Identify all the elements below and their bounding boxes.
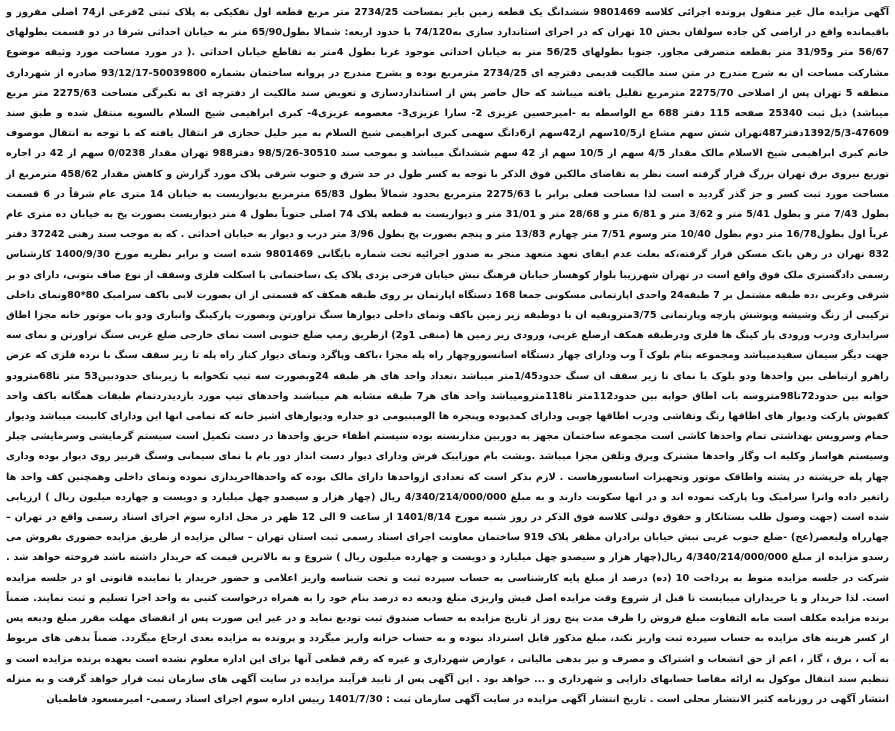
- auction-notice-text: آگهی مزایده مال غیر منقول پرونده اجرائی کلاسه 9801469 ششدانگ یک قطعه زمین بایر بمساحت 2734/25 متر مربع قطعه اول تفکیکی به پلاک ثبتی 2فرعی از74 اصلی مفروز و باقیمانده واقع در اراضی کن جاده سولقان بخش 10 تهران که در اجرای استاندارد سازی به74/120 با حدود اربعه: شمالا بطول65/90 متر به خیابان احداثی شرقا در دو قسمت بطولهای 56/67 متر و31/95 متر بقطعه متصرفی مجاور. جنوبا بطولهای 56/25 متر به خیابان احداثی موجود غربا بطول 4متر به تقاطع خیابان احداثی .( در مورد مساحت مورد وثیقه موضوع مشارکت مساحت ان به شرح مندرج در متن سند مالکیت قدیمی دفترچه ای 2734/25 مترمربع بوده و بشرح مندرج در پروانه ساختمان بشماره 50039800-93/12/17 صادره از شهرداری منطقه 5 تهران پس از اصلاحی 2275/70 مترمربع تقلیل یافته میباشد که حال حاضر پس از استانداردسازی و تعویض سند مالکیت از دفترچه ای به تکبرگی مساحت 2275/63 متر مربع میباشد) ذیل ثبت 25340 صفحه 115 دفتر 688 مع الواسطه به -امیرحسین عزیزی 2- سارا عزیزی3- معصومه عزیزی4- کبری ابراهیمی شیخ السلام بالسویه منتقل شده و طبق سند 47609-1392/5/3دفتر487تهران شش سهم مشاع از10/5سهم از42سهم از6دانگ سهمی کبری ابراهیمی شیخ السلام به میر جلیل حجازی فر انتقال یافته که با توجه به انتقال موصوف خانم کبری ابراهیمی شیخ الاسلام مالک مقدار 4/5 سهم از 10/5 سهم از 42 سهم ششدانگ میباشد و بموجب سند 30510-98/5/26 دفتر988 تهران مقدار 0/0238 سهم از 42 در اجاره توزیع نیروی برق تهران بزرگ قرار گرفته است نظر به تقاضای مالکین فوق الذکر با توجه به کسر طول در حد شرق و جنوب شرقی پلاک مورد گزارش و کاهش مقدار 458/62 مترمربع از مساحت مورد ثبت کسر و جز گذر گردید ه است لذا مساحت فعلی برابر با 2275/63 مترمربع بحدود شمالاً بطول 65/83 مترمربع بدیواریست به خیابان 14 متری عام شرقاً در 6 قسمت بطول 7/43 متر و بطول 5/41 متر و 3/62 متر و 6/81 متر و 28/68 متر و 31/01 متر و دیواریست به قطعه پلاک 74 اصلی جنوباً بطول 4 متر دیواریست بصورت پخ به خیابان ده متری عام غرباً اول بطول16/78 متر دوم بطول 10/40 متر وسوم 7/51 متر چهارم 13/83 متر و پنجم بصورت پخ بطول 3/96 متر درب و دیوار به خیابان احداثی . که به موجب سند رهنی 37242 دفتر 832 تهران در رهن بانک مسکن قرار گرفته،که بعلت عدم ایفای تعهد متعهد منجر به صدور اجرائیه تحت شماره بایگانی 9801469 شده است و برابر نظریه مورخ 1400/9/30 کارشناس رسمی دادگستری ملک فوق واقع است در تهران شهرزیبا بلوار کوهسار خیابان فرهنگ نبش خیابان فرخی یزدی پلاک یک ،ساختمانی با اسکلت فلزی وسقف از نوع صاف بتونی، دارای دو بر شرقی وغربی ،ده طبقه مشتمل بر 7 طبقه24 واحدی اپارتمانی مسکونی جمعا 168 دستگاه اپارتمان بر روی طبقه همکف که قسمتی از ان بصورت لابی باکف سرامیک 80*80ونمای داخلی ترکیبی از رنگ وشیشه وپوشش پارچه وپارتمانی 3/75متروبقیه ان با دوطبقه زیر زمین باکف ونمای داخلی دیوارها سنگ تراورتن وبصورت پارکینگ وانباری ودو باب موتور خانه مجزا اطاق سرایداری ودرب ورودی پار کینگ ها فلزی ودرطبقه همکف ازضلع غربی، ورودی زیر زمین ها (منفی 1و2) ازطریق رمپ ضلع جنوبی است نمای خارجی ضلع غربی سنگ تراورتن و نمای سه جهت دیگر سیمان سفیدمیباشد ومجموعه بنام بلوک آ وب ودارای چهار دستگاه اسانسوروچهار راه پله مجزا ،باکف وپاگرد ونمای دیوار کنار راه پله تا زیر سقف سنگ با نرده فلزی که عرض راهرو ارتباطی بین واحدها ودو بلوک با نمای تا زیر سقف ان سنگ حدود1/45متر میباشد ،تعداد واحد های هر طبقه 24وبصورت سه تیپ تکخوابه با زیربنای حدودبین53 متر تا68مترودو خوابه بین حدود72تا98متروسه باب اطاق خوابه بین حدود112متر تا118مترومیباشد واحد های هر7 طبقه مشابه هم میباشند واحدهای تیپ مورد بازدیدردتمام طبقات همگانه باکف واحد کفپوش پارکت ودیوار های اطاقها رنگ وتقاشی ودرب اطاقها چوبی ودارای کمدپوده وپنجره ها الومینیومی دو جداره ودیوارهای اشپز خانه که تمامی انها این ودارای کابینت میباشد ودیوار حمام وسرویس بهداشتی تمام واحدها کاشی است مجموعه ساختمان مجهز به دوربین مداربسته بوده سیستم اطفاء حریق واحدها در دست تکمیل است سیستم گرمایشی وسرمایشی چیلر وسیستم هواساز وکلیه اب وگاز واحدها مشترک وبرق وتلفن مجزا میباشد .وبشت بام موزاییک فرش ودارای دیوار دست انداز دور بام با نمای سیمانی وسنگ قرنیز روی دیوار بوده وداری چهار پله خرپشته در پشته واطاقک موتور وتجهیزات اسانسورهاست . لازم بذکر است که تعدادی ازواحدها دارای مالک بوده که واحدهااخریداری نموده ونمای داخلی وهمچنین کف واحد ها راتغیر داده وانرا سرامیک ویا پارکت نموده اند و در انها سکونت دارند و به مبلغ 4/340/214/000/000 ریال (چهار هزار و سیصدو چهل میلیارد و دویست و چهارده میلیون ریال ) ارزیابی شده است (جهت وصول طلب بستانکار و حقوق دولتی کلاسه فوق الذکر در روز شنبه مورخ 1401/8/14 از ساعت 9 الی 12 ظهر در محل اداره سوم اجرای اسناد رسمی واقع در تهران – چهارراه ولیعصر(عج) -ضلع جنوب غربی نبش خیابان برادران مظفر پلاک 919 ساختمان معاونت اجرای اسناد رسمی ثبت استان تهران – سالن مزایده از طریق مزایده حضوری بفروش می رسدو مزایده از مبلغ 4/340/214/000/000 ریال(چهار هزار و سیصدو چهل میلیارد و دویست و چهارده میلیون ریال ) شروع و به بالاترین قیمت که خریدار داشته باشد فروخته خواهد شد . شرکت در جلسه مزایده منوط به پرداخت 10 (ده) درصد از مبلغ پایه کارشناسی به حساب سپرده ثبت و تحت شناسه واریز اعلامی و حضور خریدار یا نماینده قانونی او در جلسه مزایده است. لذا خریدار و یا خریداران میبایست تا قبل از شروع وقت مزایده اصل فیش واریزی مبلغ ودیعه ده درصد بنام خود را به همراه درخواست کتبی به واحد اجرا تسلیم و ثبت نمایند. ضمناً برنده مزایده مکلف است مابه التفاوت مبلغ فروش را ظرف مدت پنج روز از تاریخ مزایده به حساب صندوق ثبت تودیع نماید و در غیر این صورت پس از انقضای مهلت مقرر مبلغ ودیعه پس از کسر هزینه های مزایده به حساب سپرده ثبت واریز نکند، مبلغ مذکور قابل استرداد نبوده و به حساب خزانه واریز میگردد و پرونده به مزایده بعدی ارجاع میگردد. ضمناً بدهی های مربوط به آب ، برق ، گاز ، اعم از حق انشعاب و اشتراک و مصرف و نیز بدهی مالیاتی ، عوارض شهرداری و غیره که رقم قطعی آنها برای این اداره معلوم نشده است بعهده برنده مزایده است و تنظیم سند انتقال موکول به ارائه مفاصا حسابهای دارایی و شهرداری و ... خواهد بود . این آگهی پس از تایید فرآیند مزایده در سایت آگهی های سازمان ثبت قرار خواهد گرفت و به منزله انتشار آگهی در روزنامه کثیر الانتشار محلی است . تاریخ انتشار آگهی مزایده در سایت آگهی سازمان ثبت : 1401/7/30 رییس اداره سوم اجرای اسناد رسمی- امیرمسعود فاطمیان: [6, 7, 890, 705]
